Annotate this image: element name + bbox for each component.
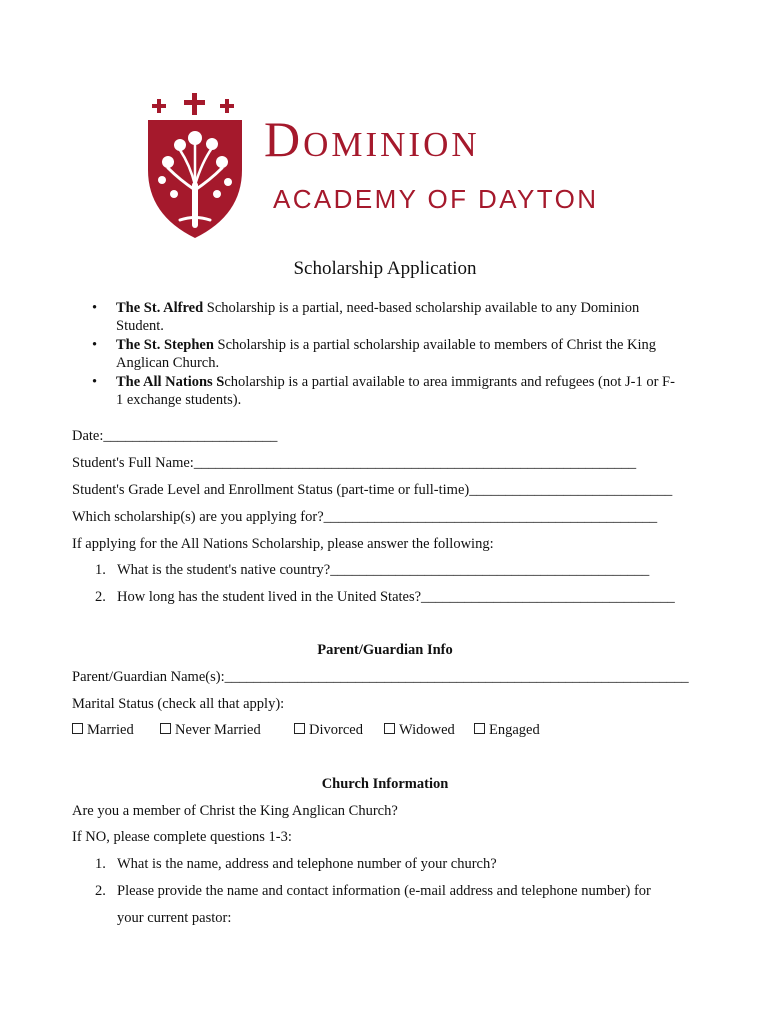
checkbox-icon bbox=[160, 723, 171, 734]
checkbox-never-married[interactable]: Never Married bbox=[160, 722, 261, 739]
checkbox-widowed[interactable]: Widowed bbox=[384, 722, 455, 739]
checkbox-icon bbox=[72, 723, 83, 734]
list-number: 1. bbox=[95, 562, 106, 578]
list-number: 2. bbox=[95, 883, 106, 899]
checkbox-icon bbox=[474, 723, 485, 734]
years-in-us-field[interactable]: How long has the student lived in the United States?___________________________________ bbox=[117, 589, 675, 605]
marital-status-label: Marital Status (check all that apply): bbox=[72, 696, 285, 712]
brand-subtitle: ACADEMY OF DAYTON bbox=[273, 184, 599, 214]
list-item: • The St. Stephen Scholarship is a partial scholarship available to members of Christ the King Anglican Church. bbox=[92, 337, 657, 371]
scholarship-list bbox=[72, 299, 682, 410]
list-number: 1. bbox=[95, 856, 106, 872]
checkbox-icon bbox=[294, 723, 305, 734]
date-field[interactable]: Date:________________________ bbox=[72, 428, 278, 444]
list-item: • The All Nations Scholarship is a partial available to area immigrants and refugees (not J-1 or F-1 exchange students). bbox=[92, 374, 675, 408]
list-number: 2. bbox=[95, 589, 106, 605]
pastor-info-question: Please provide the name and contact information (e-mail address and telephone number) for bbox=[117, 883, 651, 899]
grade-status-field[interactable]: Student's Grade Level and Enrollment Status (part-time or full-time)____________________________ bbox=[72, 482, 673, 498]
student-name-field[interactable]: Student's Full Name:_____________________________________________________________ bbox=[72, 455, 637, 471]
shield-tree-icon bbox=[148, 93, 242, 238]
all-nations-intro: If applying for the All Nations Scholarship, please answer the following: bbox=[72, 536, 494, 552]
page-title: Scholarship Application bbox=[293, 258, 477, 279]
church-info-question: What is the name, address and telephone number of your church? bbox=[117, 856, 497, 872]
checkbox-icon bbox=[384, 723, 395, 734]
list-item: • The St. Alfred Scholarship is a partial, need-based scholarship available to any Dominion Student. bbox=[92, 300, 640, 334]
parent-heading: Parent/Guardian Info bbox=[317, 642, 453, 658]
checkbox-married[interactable]: Married bbox=[72, 722, 134, 739]
pastor-info-question-cont: your current pastor: bbox=[117, 910, 232, 926]
church-heading: Church Information bbox=[321, 776, 449, 792]
guardian-names-field[interactable]: Parent/Guardian Name(s):________________________________________________________________ bbox=[72, 669, 689, 685]
native-country-field[interactable]: What is the student's native country?____________________________________________ bbox=[117, 562, 650, 578]
brand-name: Dominion bbox=[264, 111, 480, 167]
member-question: Are you a member of Christ the King Anglican Church? bbox=[72, 803, 398, 819]
if-no-instruction: If NO, please complete questions 1-3: bbox=[72, 829, 292, 845]
checkbox-divorced[interactable]: Divorced bbox=[294, 722, 363, 739]
checkbox-engaged[interactable]: Engaged bbox=[474, 722, 540, 739]
which-scholarship-field[interactable]: Which scholarship(s) are you applying for?______________________________________________ bbox=[72, 509, 658, 525]
